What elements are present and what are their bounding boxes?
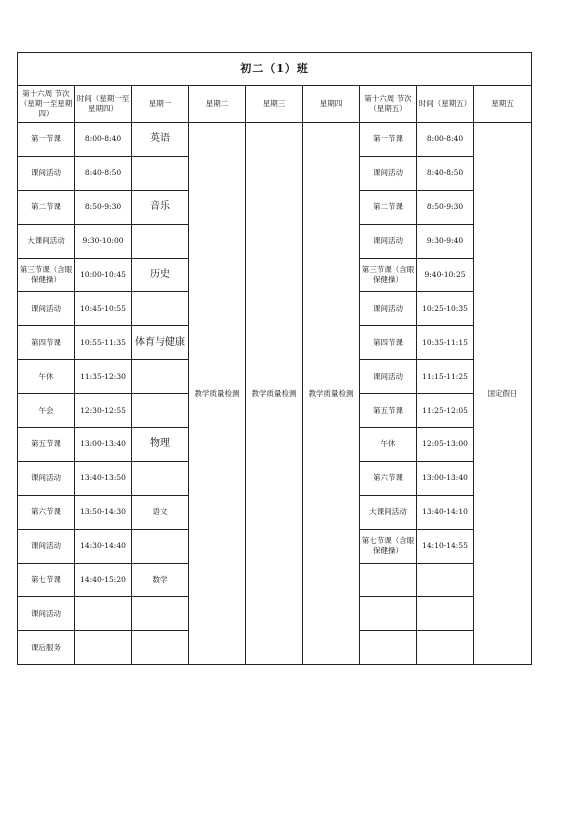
- friday-time-cell: 11:25-12:05: [417, 394, 474, 428]
- timetable-body: [18, 53, 532, 665]
- time-cell: [75, 597, 132, 631]
- period-cell: 午会: [18, 394, 75, 428]
- monday-subject-cell: [132, 224, 189, 258]
- friday-period-cell: 午休: [360, 428, 417, 462]
- friday-time-cell: 13:00-13:40: [417, 461, 474, 495]
- friday-time-cell: 13:40-14:10: [417, 495, 474, 529]
- period-cell: 第四节课: [18, 326, 75, 360]
- monday-subject-cell: 语文: [132, 495, 189, 529]
- period-cell: 课间活动: [18, 292, 75, 326]
- friday-time-cell: 9:30-9:40: [417, 224, 474, 258]
- time-cell: 10:00-10:45: [75, 258, 132, 292]
- monday-subject-cell: 历史: [132, 258, 189, 292]
- header-period: 第十六周 节次（星期一至星期四）: [18, 86, 75, 123]
- friday-time-cell: 14:10-14:55: [417, 529, 474, 563]
- friday-period-cell: 课间活动: [360, 360, 417, 394]
- period-cell: 第二节课: [18, 190, 75, 224]
- monday-subject-cell: [132, 529, 189, 563]
- monday-subject-cell: [132, 156, 189, 190]
- period-cell: 第六节课: [18, 495, 75, 529]
- header-friday: 星期五: [474, 86, 532, 123]
- friday-period-cell: 第一节课: [360, 123, 417, 157]
- header-thursday: 星期四: [303, 86, 360, 123]
- thursday-merged-cell: 教学质量检测: [303, 123, 360, 665]
- monday-subject-cell: [132, 292, 189, 326]
- friday-period-cell: [360, 631, 417, 665]
- time-cell: 13:50-14:30: [75, 495, 132, 529]
- period-cell: 课间活动: [18, 461, 75, 495]
- time-cell: 11:35-12:30: [75, 360, 132, 394]
- friday-time-cell: 8:00-8:40: [417, 123, 474, 157]
- time-cell: 8:40-8:50: [75, 156, 132, 190]
- friday-time-cell: 12:05-13:00: [417, 428, 474, 462]
- header-friday-period: 第十六周 节次（星期五）: [360, 86, 417, 123]
- header-friday-time: 时间（星期五）: [417, 86, 474, 123]
- monday-subject-cell: 体育与健康: [132, 326, 189, 360]
- friday-merged-cell: 国定假日: [474, 123, 532, 665]
- period-cell: 课后服务: [18, 631, 75, 665]
- friday-period-cell: 第四节课: [360, 326, 417, 360]
- period-cell: 第七节课: [18, 563, 75, 597]
- time-cell: 13:00-13:40: [75, 428, 132, 462]
- friday-period-cell: 第七节课（含眼保健操）: [360, 529, 417, 563]
- monday-subject-cell: 英语: [132, 123, 189, 157]
- period-cell: 第一节课: [18, 123, 75, 157]
- friday-period-cell: 第六节课: [360, 461, 417, 495]
- friday-period-cell: 课间活动: [360, 156, 417, 190]
- period-cell: 第三节课（含眼保健操）: [18, 258, 75, 292]
- time-cell: 14:30-14:40: [75, 529, 132, 563]
- header-time: 时间（星期一至星期四）: [75, 86, 132, 123]
- time-cell: 10:55-11:35: [75, 326, 132, 360]
- monday-subject-cell: 音乐: [132, 190, 189, 224]
- friday-time-cell: [417, 597, 474, 631]
- timetable-sheet: [17, 52, 531, 665]
- time-cell: 8:50-9:30: [75, 190, 132, 224]
- friday-time-cell: 10:25-10:35: [417, 292, 474, 326]
- time-cell: 10:45-10:55: [75, 292, 132, 326]
- table-row: [18, 123, 532, 157]
- friday-period-cell: 第五节课: [360, 394, 417, 428]
- friday-period-cell: 课间活动: [360, 292, 417, 326]
- friday-time-cell: 10:35-11:15: [417, 326, 474, 360]
- timetable: [17, 52, 532, 665]
- header-tuesday: 星期二: [189, 86, 246, 123]
- tuesday-merged-cell: 教学质量检测: [189, 123, 246, 665]
- header-row: [18, 86, 532, 123]
- time-cell: 13:40-13:50: [75, 461, 132, 495]
- friday-period-cell: 大课间活动: [360, 495, 417, 529]
- friday-period-cell: [360, 597, 417, 631]
- period-cell: 午休: [18, 360, 75, 394]
- time-cell: 14:40-15:20: [75, 563, 132, 597]
- time-cell: 12:30-12:55: [75, 394, 132, 428]
- friday-time-cell: 9:40-10:25: [417, 258, 474, 292]
- time-cell: 9:30-10:00: [75, 224, 132, 258]
- monday-subject-cell: [132, 461, 189, 495]
- period-cell: 第五节课: [18, 428, 75, 462]
- monday-subject-cell: [132, 631, 189, 665]
- friday-time-cell: 8:40-8:50: [417, 156, 474, 190]
- friday-time-cell: 8:50-9:30: [417, 190, 474, 224]
- friday-period-cell: 第二节课: [360, 190, 417, 224]
- friday-time-cell: [417, 563, 474, 597]
- friday-period-cell: 第三节课（含眼保健操）: [360, 258, 417, 292]
- monday-subject-cell: 数学: [132, 563, 189, 597]
- friday-period-cell: 课间活动: [360, 224, 417, 258]
- class-title: 初二（1）班: [18, 53, 532, 86]
- header-wednesday: 星期三: [246, 86, 303, 123]
- friday-time-cell: [417, 631, 474, 665]
- monday-subject-cell: 物理: [132, 428, 189, 462]
- period-cell: 课间活动: [18, 156, 75, 190]
- wednesday-merged-cell: 教学质量检测: [246, 123, 303, 665]
- time-cell: [75, 631, 132, 665]
- period-cell: 课间活动: [18, 597, 75, 631]
- monday-subject-cell: [132, 360, 189, 394]
- monday-subject-cell: [132, 394, 189, 428]
- monday-subject-cell: [132, 597, 189, 631]
- friday-time-cell: 11:15-11:25: [417, 360, 474, 394]
- friday-period-cell: [360, 563, 417, 597]
- period-cell: 大课间活动: [18, 224, 75, 258]
- time-cell: 8:00-8:40: [75, 123, 132, 157]
- period-cell: 课间活动: [18, 529, 75, 563]
- header-monday: 星期一: [132, 86, 189, 123]
